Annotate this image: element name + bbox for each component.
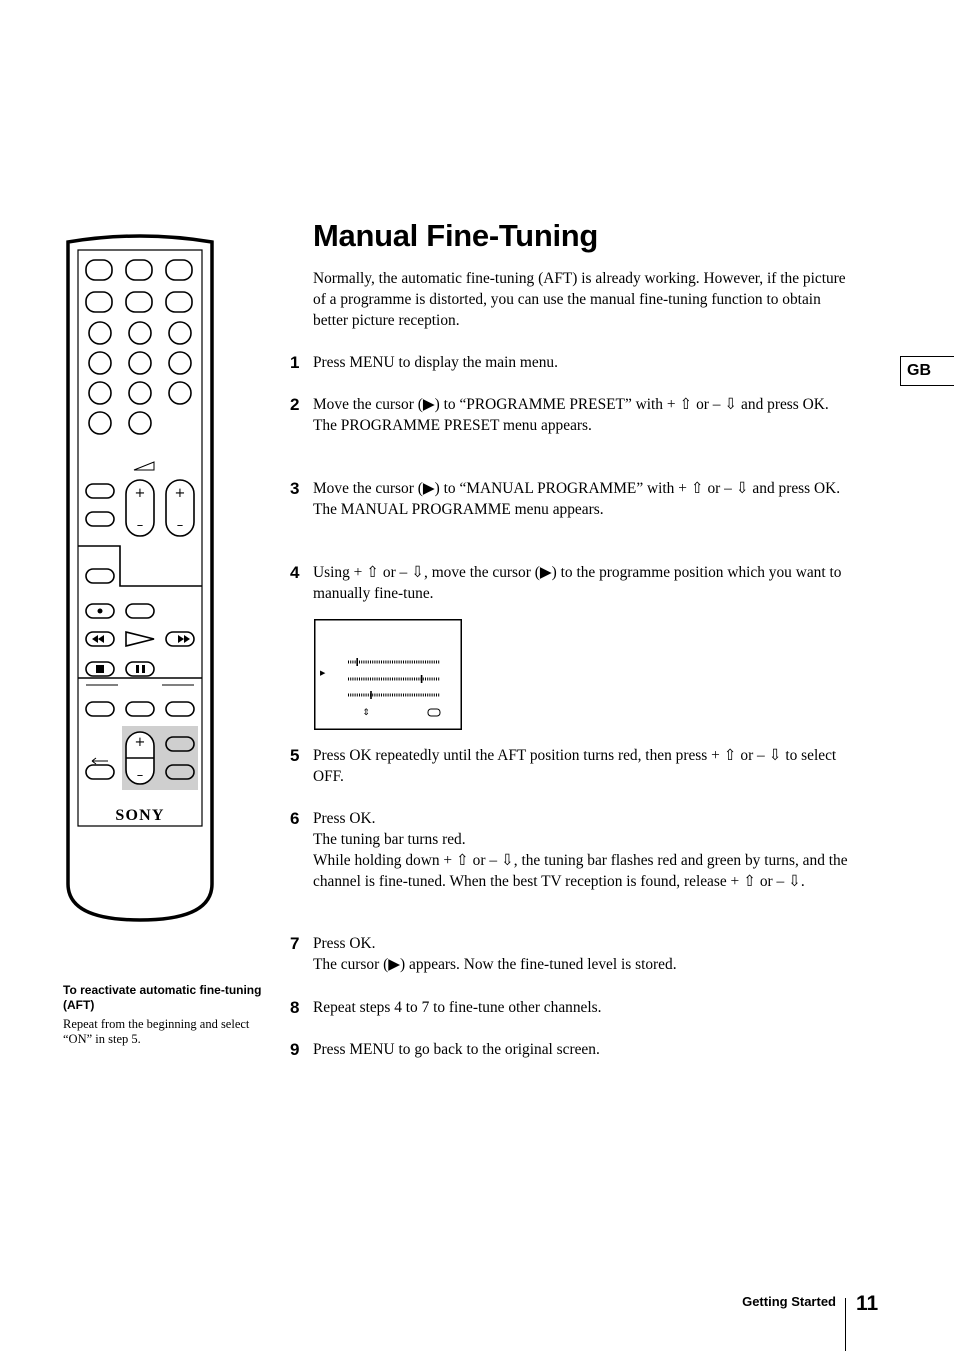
step-line: Move the cursor (▶) to “MANUAL PROGRAMME” with + ⇧ or – ⇩ and press OK. [313,480,841,497]
step-line: Press MENU to display the main menu. [313,354,558,371]
step-5 [290,745,860,787]
step-line: Press OK. [313,935,376,952]
step-text [313,745,860,787]
remote-control-illustration [62,234,222,939]
step-number: 1 [290,353,300,372]
tip-body: Repeat from the beginning and select “ON” in step 5. [63,1017,250,1046]
step-text [313,478,860,520]
step-line: Using + ⇧ or – ⇩, move the cursor (▶) to the programme position which you want to manually fine-tune. [313,564,842,602]
step-7 [290,933,860,975]
svg-text:–: – [176,518,184,533]
svg-text:+: + [174,486,186,501]
step-line: The cursor (▶) appears. Now the fine-tuned level is stored. [313,956,677,973]
footer-section-label: Getting Started [742,1294,836,1309]
step-line: Press OK repeatedly until the AFT position turns red, then press + ⇧ or – ⇩ to select OFF. [313,747,837,785]
step-number: 7 [290,934,300,953]
tuning-marker [421,675,423,683]
cursor-marker: ▶ [320,669,326,677]
step-number: 3 [290,479,300,498]
step-text [313,808,860,892]
step-line: Move the cursor (▶) to “PROGRAMME PRESET” with + ⇧ or – ⇩ and press OK. [313,396,829,413]
step-number: 9 [290,1040,300,1059]
step-line: Repeat steps 4 to 7 to fine-tune other channels. [313,999,602,1016]
nav-arrows-icon: ⇕ [362,708,370,718]
footer-divider [845,1298,846,1351]
svg-text:–: – [136,518,144,533]
svg-text:–: – [136,768,144,783]
step-text [313,1039,860,1060]
step-line: The PROGRAMME PRESET menu appears. [313,417,592,434]
step-2 [290,394,860,436]
page-title: Manual Fine-Tuning [313,218,599,253]
step-number: 2 [290,395,300,414]
sony-logo: SONY [115,807,165,824]
svg-text:+: + [134,486,146,501]
language-tab: GB [900,356,954,386]
step-line: While holding down + ⇧ or – ⇩, the tuning bar flashes red and green by turns, and the channel is fine-tuned. When the best TV reception is found, release + ⇧ or – ⇩. [313,852,848,890]
step-text [313,933,860,975]
step-line: Press MENU to go back to the original screen. [313,1041,600,1058]
intro-paragraph: Normally, the automatic fine-tuning (AFT) is already working. However, if the picture of a programme is distorted, you can use the manual fine-tuning function to obtain better picture reception. [313,270,846,329]
tuning-marker [356,658,358,666]
step-number: 4 [290,563,300,582]
svg-text:+: + [134,735,146,750]
step-6 [290,808,860,892]
step-8 [290,997,860,1018]
step-number: 8 [290,998,300,1017]
step-number: 5 [290,746,300,765]
tuning-marker [370,691,372,699]
step-text [313,997,860,1018]
step-text [313,562,860,604]
step-text [313,352,860,373]
step-4 [290,562,860,604]
step-9 [290,1039,860,1060]
step-line: The tuning bar turns red. [313,831,466,848]
step-text [313,394,860,436]
step-3 [290,478,860,520]
step-number: 6 [290,809,300,828]
step-line: The MANUAL PROGRAMME menu appears. [313,501,604,518]
step-1 [290,352,860,373]
page-number: 11 [856,1292,879,1315]
step-line: Press OK. [313,810,376,827]
tip-heading: To reactivate automatic fine-tuning (AFT) [63,983,262,1012]
tv-menu-illustration [314,619,462,735]
